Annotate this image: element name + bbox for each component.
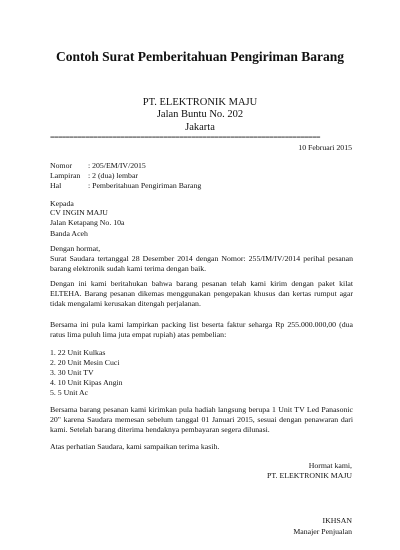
recipient-street: Jalan Ketapang No. 10a <box>50 218 125 227</box>
closing-company: PT. ELEKTRONIK MAJU <box>267 471 352 480</box>
paragraph-5: Atas perhatian Saudara, kami sampaikan terima kasih. <box>50 442 220 451</box>
list-item: 3. 30 Unit TV <box>50 368 94 377</box>
company-city: Jakarta <box>185 122 215 133</box>
header-separator: ===================================================================== <box>50 133 320 142</box>
signer-position: Manajer Penjualan <box>293 527 352 536</box>
greeting: Dengan hormat, <box>50 244 101 253</box>
hal-value: : Pemberitahuan Pengiriman Barang <box>88 181 202 190</box>
recipient-name: CV INGIN MAJU <box>50 208 108 217</box>
lampiran-label: Lampiran <box>50 171 81 180</box>
recipient-city: Banda Aceh <box>50 229 88 238</box>
nomor-row <box>50 161 146 171</box>
lampiran-value: : 2 (dua) lembar <box>88 171 139 180</box>
list-item: 1. 22 Unit Kulkas <box>50 348 106 357</box>
nomor-value: : 205/EM/IV/2015 <box>88 161 146 170</box>
recipient-kepada: Kepada <box>50 199 74 208</box>
closing-hormat: Hormat kami, <box>308 461 352 470</box>
company-name: PT. ELEKTRONIK MAJU <box>142 97 258 108</box>
hal-row <box>50 181 201 191</box>
paragraph-3: Bersama ini pula kami lampirkan packing list beserta faktur seharga Rp 255.000.000,00 (dua ratus lima puluh lima juta empat rupiah) atas pembelian: <box>50 320 353 339</box>
paragraph-1: Surat Saudara tertanggal 28 Desember 2014 dengan Nomor: 255/IM/IV/2014 perihal pesanan barang elektronik sudah kami terima dengan baik. <box>50 254 353 273</box>
document-title: Contoh Surat Pemberitahuan Pengiriman Barang <box>55 49 344 64</box>
signer-name: IKHSAN <box>322 516 352 525</box>
paragraph-4: Bersama barang pesanan kami kirimkan pula hadiah langsung berupa 1 Unit TV Led Panasonic 20" karena Saudara memesan sebelum tanggal 01 Januari 2015, sesuai dengan penawaran dari kami. Setelah barang diterima hendaknya pembayaran segera dilunasi. <box>50 405 353 434</box>
paragraph-2: Dengan ini kami beritahukan bahwa barang pesanan telah kami kirim dengan paket kilat ELTEHA. Barang pesanan dikemas menggunakan pengepakan khusus dan kertas rumput agar tidak mengalami kerusakan ditengah perjalanan. <box>50 279 353 308</box>
hal-label: Hal <box>50 181 62 190</box>
lampiran-row <box>50 171 138 181</box>
letter-date: 10 Februari 2015 <box>298 143 352 152</box>
list-item: 2. 20 Unit Mesin Cuci <box>50 358 120 367</box>
list-item: 5. 5 Unit Ac <box>50 388 89 397</box>
company-address: Jalan Buntu No. 202 <box>156 109 244 120</box>
nomor-label: Nomor <box>50 161 73 170</box>
list-item: 4. 10 Unit Kipas Angin <box>50 378 123 387</box>
